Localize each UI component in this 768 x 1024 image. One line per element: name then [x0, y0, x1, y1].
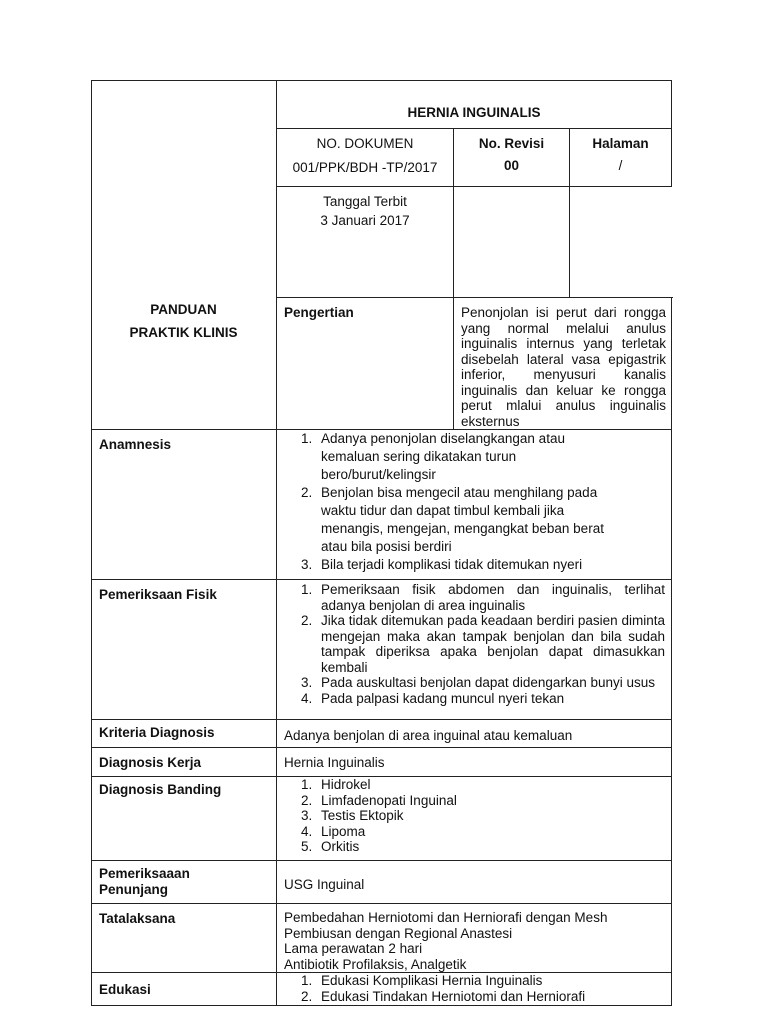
- page-cell: [570, 129, 672, 187]
- diagnosis-kerja-label: Diagnosis Kerja: [99, 755, 202, 770]
- list-item: 5. Orkitis: [301, 839, 360, 854]
- tatalaksana-line: Pembiusan dengan Regional Anastesi: [284, 925, 513, 941]
- list-item: 1. Adanya penonjolan diselangkangan atau kemaluan sering dikatakan turun bero/burut/kelingsir: [301, 431, 565, 482]
- kriteria-diagnosis-text: Adanya benjolan di area inguinal atau kemaluan: [284, 728, 573, 743]
- pengertian-label: Pengertian: [284, 305, 354, 320]
- anamnesis-list: [277, 430, 671, 574]
- list-item: 2. Benjolan bisa mengecil atau menghilang pada waktu tidur dan dapat timbul kembali jika menangis, mengejan, mengangkat beban berat atau bila posisi berdiri: [301, 485, 604, 554]
- list-item: 2. Edukasi Tindakan Herniotomi dan Herniorafi: [301, 988, 586, 1004]
- tatalaksana-lines: [277, 904, 671, 972]
- diagnosis-banding-cell: [277, 777, 672, 861]
- kriteria-diagnosis-cell: [277, 720, 672, 748]
- list-item: 3. Bila terjadi komplikasi tidak ditemukan nyeri: [301, 557, 583, 572]
- signature-cell: [454, 187, 570, 298]
- page-value: /: [618, 157, 623, 173]
- issue-date-cell: [277, 187, 454, 298]
- list-item: 1. Edukasi Komplikasi Hernia Inguinalis: [301, 973, 543, 988]
- panduan-title: PANDUAN PRAKTIK KLINIS: [129, 302, 238, 340]
- anamnesis-cell: [277, 430, 672, 580]
- ppk-table: [91, 80, 672, 1006]
- pemeriksaan-penunjang-label-cell: [92, 861, 277, 904]
- pemeriksaan-fisik-label: Pemeriksaan Fisik: [99, 587, 217, 602]
- page-label: Halaman: [592, 136, 649, 151]
- kriteria-diagnosis-label: Kriteria Diagnosis: [99, 725, 215, 740]
- diagnosis-banding-label-cell: [92, 777, 277, 861]
- list-item: 2. Jika tidak ditemukan pada keadaan berdiri pasien diminta mengejan maka akan tampak benjolan dan bila sudah tampak diperiksa apaka benjolan dapat dimasukkan kembali: [301, 613, 665, 675]
- tatalaksana-label-cell: [92, 904, 277, 973]
- doc-title-cell: [277, 81, 672, 129]
- logo-cell: [92, 81, 277, 430]
- edukasi-label-cell: [92, 973, 277, 1006]
- pengertian-cell: [454, 298, 672, 430]
- pemeriksaan-penunjang-cell: [277, 861, 672, 904]
- edukasi-list: [277, 973, 671, 1004]
- diagnosis-kerja-cell: [277, 748, 672, 777]
- doc-number-cell: [277, 129, 454, 187]
- tatalaksana-line: Pembedahan Herniotomi dan Herniorafi dengan Mesh: [284, 910, 608, 925]
- revision-cell: [454, 129, 570, 187]
- tatalaksana-line: Lama perawatan 2 hari: [284, 941, 423, 956]
- list-item: 1. Pemeriksaan fisik abdomen dan inguinalis, terlihat adanya benjolan di area inguinalis: [301, 582, 665, 613]
- anamnesis-label: Anamnesis: [99, 437, 172, 452]
- tatalaksana-label: Tatalaksana: [99, 911, 176, 926]
- revision-value: 00: [503, 157, 520, 173]
- pemeriksaan-penunjang-label: Pemeriksaaan Penunjang: [99, 866, 190, 897]
- pengertian-label-cell: [277, 298, 454, 430]
- pemeriksaan-penunjang-text: USG Inguinal: [284, 877, 365, 892]
- list-item: 4. Lipoma: [301, 823, 366, 839]
- tatalaksana-cell: [277, 904, 672, 973]
- diagnosis-banding-list: [277, 777, 671, 855]
- list-item: 1. Hidrokel: [301, 777, 371, 792]
- pemeriksaan-fisik-label-cell: [92, 580, 277, 720]
- pemeriksaan-fisik-list: [277, 580, 671, 706]
- issue-date-value: 3 Januari 2017: [320, 212, 410, 228]
- doc-number-value: 001/PPK/BDH -TP/2017: [292, 159, 438, 175]
- diagnosis-kerja-label-cell: [92, 748, 277, 777]
- pemeriksaan-fisik-cell: [277, 580, 672, 720]
- blank-cell: [570, 187, 672, 298]
- kriteria-diagnosis-label-cell: [92, 720, 277, 748]
- edukasi-label: Edukasi: [99, 982, 151, 997]
- issue-date-label: Tanggal Terbit: [323, 194, 407, 209]
- list-item: 4. Pada palpasi kadang muncul nyeri tekan: [301, 690, 565, 706]
- diagnosis-banding-label: Diagnosis Banding: [99, 782, 222, 797]
- edukasi-cell: [277, 973, 672, 1006]
- document: [91, 80, 671, 1006]
- list-item: 2. Limfadenopati Inguinal: [301, 792, 457, 808]
- anamnesis-label-cell: [92, 430, 277, 580]
- revision-label: No. Revisi: [478, 136, 545, 151]
- list-item: 3. Testis Ektopik: [301, 808, 404, 823]
- doc-title: HERNIA INGUINALIS: [407, 105, 541, 120]
- doc-number-label: NO. DOKUMEN: [316, 136, 414, 151]
- diagnosis-kerja-text: Hernia Inguinalis: [284, 755, 385, 770]
- pengertian-text: Penonjolan isi perut dari rongga yang normal melalui anulus inguinalis internus yang terletak disebelah lateral vasa epigastrik inferior, menyusuri kanalis inguinalis dan keluar ke rongga perut mlalui anulus inguinalis eksternus: [461, 305, 666, 429]
- tatalaksana-line: Antibiotik Profilaksis, Analgetik: [284, 956, 467, 972]
- list-item: 3. Pada auskultasi benjolan dapat didengarkan bunyi usus: [301, 675, 655, 690]
